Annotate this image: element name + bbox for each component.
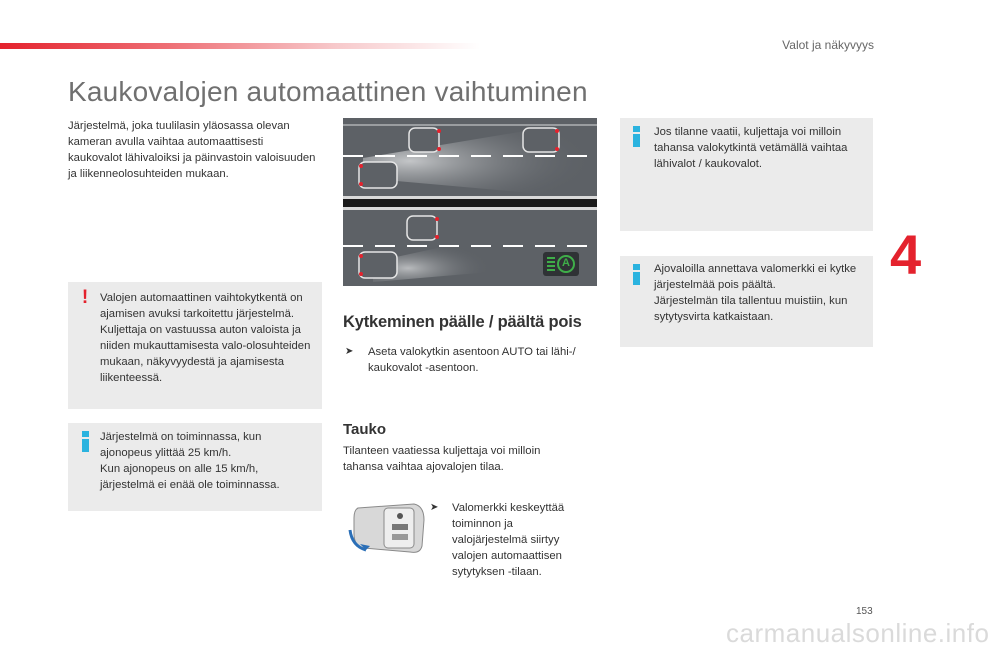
warning-icon: ! (81, 287, 89, 308)
info-icon (633, 264, 643, 285)
road-scene-top (343, 118, 597, 196)
info-box-memory (620, 256, 873, 347)
header-accent-bar (0, 43, 480, 49)
info-icon (82, 431, 92, 452)
illustration-divider (343, 196, 597, 210)
watermark: carmanualsonline.info (726, 618, 989, 648)
info-memory-text: Ajovaloilla annettava valomerkki ei kytke järjestelmää pois päältä. Järjestelmän tila tallentuu muistiin, kun sytytysvirta katkaistaan. (654, 263, 857, 323)
auto-high-beam-indicator-icon (543, 252, 579, 276)
info-icon (633, 126, 643, 147)
pause-heading: Tauko (343, 421, 387, 438)
bullet-arrow-icon: ➤ (345, 346, 354, 357)
info-speed-text: Järjestelmä on toiminnassa, kun ajonopeus ylittää 25 km/h. Kun ajonopeus on alle 15 km/h, järjestelmä ei enää ole toiminnassa. (100, 431, 280, 491)
bullet-arrow-icon: ➤ (430, 502, 439, 513)
info-box-speed (68, 423, 322, 511)
info-switch-text: Jos tilanne vaatii, kuljettaja voi milloin tahansa valokytkintä vetämällä vaihtaa lähivalot / kaukovalot. (654, 126, 848, 170)
light-stalk-illustration (346, 500, 426, 556)
intro-paragraph: Järjestelmä, joka tuulilasin yläosassa olevan kameran avulla vaihtaa automaattisesti kaukovalot lähivaloiksi ja päinvastoin valoisuuden ja liikenneolosuhteiden mukaan. (68, 120, 316, 180)
road-illustration-high-beam (343, 118, 597, 196)
on-off-heading: Kytkeminen päälle / päältä pois (343, 313, 582, 331)
road-illustration-low-beam (343, 210, 597, 286)
page-title: Kaukovalojen automaattinen vaihtuminen (68, 76, 588, 107)
pause-bullet-text: Valomerkki keskeyttää toiminnon ja valojärjestelmä siirtyy valojen automaattisen sytytyksen -tilaan. (452, 502, 565, 578)
chapter-number: 4 (890, 223, 922, 286)
on-off-bullet-text: Aseta valokytkin asentoon AUTO tai lähi-/ kaukovalot -asentoon. (368, 346, 576, 374)
warning-text: Valojen automaattinen vaihtokytkentä on ajamisen avuksi tarkoitettu järjestelmä. Kuljettaja on vastuussa auton valoista ja niiden mukauttamisesta valo-olosuhteiden mukaan, näkyvyydestä ja ajamisesta liikenteessä. (100, 292, 311, 384)
info-box-switch (620, 118, 873, 231)
indicator-letter: A (562, 257, 570, 269)
warning-box (68, 282, 322, 409)
page-number: 153 (856, 606, 873, 617)
pause-text: Tilanteen vaatiessa kuljettaja voi milloin tahansa vaihtaa ajovalojen tilaa. (343, 445, 541, 473)
section-title: Valot ja näkyvyys (782, 38, 874, 52)
